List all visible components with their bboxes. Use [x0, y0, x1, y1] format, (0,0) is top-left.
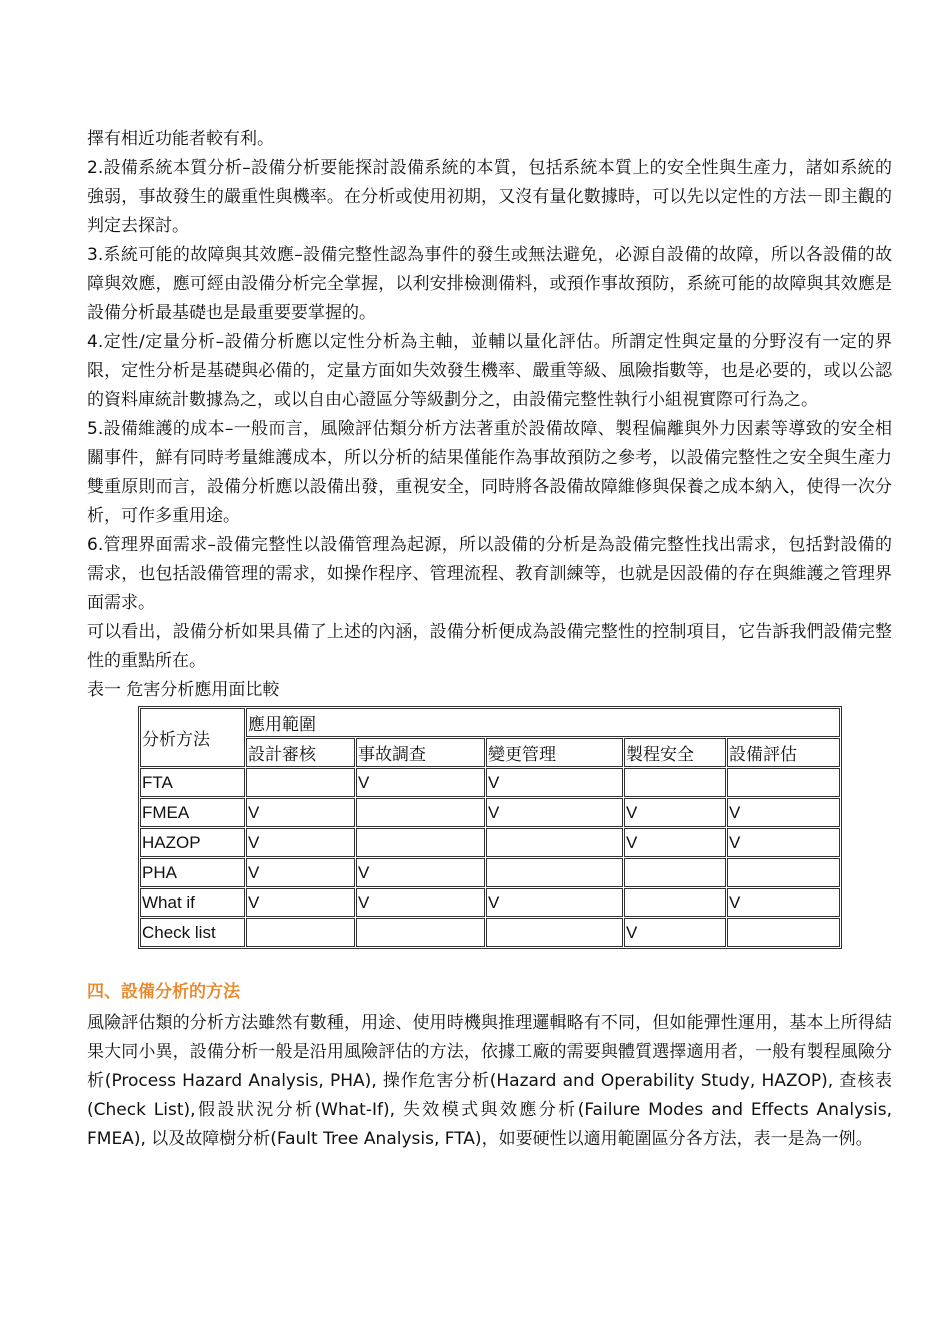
table-row — [140, 888, 840, 917]
column-header: 設計審核 — [246, 738, 355, 767]
table-cell — [486, 918, 623, 947]
table-cell — [624, 888, 726, 917]
column-header: 製程安全 — [624, 738, 726, 767]
document-body — [87, 125, 892, 1154]
method-name-cell: PHA — [140, 858, 245, 887]
table-cell: V — [727, 888, 840, 917]
section-heading: 四、設備分析的方法 — [87, 982, 240, 1002]
method-name-cell: FTA — [140, 768, 245, 797]
table-container — [138, 706, 892, 949]
table-cell — [356, 918, 485, 947]
scope-header-cell: 應用範圍 — [246, 708, 840, 737]
table-subheader-row — [140, 738, 840, 767]
table-row — [140, 918, 840, 947]
table-row — [140, 768, 840, 797]
table-cell: V — [486, 888, 623, 917]
column-header: 變更管理 — [486, 738, 623, 767]
table-cell — [486, 828, 623, 857]
table-header-row — [140, 708, 840, 737]
table-cell — [486, 858, 623, 887]
table-cell: V — [246, 798, 355, 827]
hazard-analysis-comparison-table — [138, 706, 842, 949]
method-name-cell: Check list — [140, 918, 245, 947]
paragraph-item-4: 4.定性/定量分析–設備分析應以定性分析為主軸，並輔以量化評估。所謂定性與定量的分野沒有一定的界限，定性分析是基礎與必備的，定量方面如失效發生機率、嚴重等級、風險指數等，也是必要的，或以公認的資料庫統計數據為之，或以自由心證區分等級劃分之，由設備完整性執行小組視實際可行為之。 — [87, 332, 892, 410]
paragraph-continuation: 擇有相近功能者較有利。 — [87, 129, 274, 149]
paragraph-item-3: 3.系統可能的故障與其效應–設備完整性認為事件的發生或無法避免，必源自設備的故障，所以各設備的故障與效應，應可經由設備分析完全掌握，以利安排檢測備料，或預作事故預防，系統可能的故障與其效應是設備分析最基礎也是最重要要掌握的。 — [87, 245, 892, 323]
table-row — [140, 858, 840, 887]
table-cell: V — [356, 768, 485, 797]
paragraph-item-2: 2.設備系統本質分析–設備分析要能探討設備系統的本質，包括系統本質上的安全性與生產力，諸如系統的強弱，事故發生的嚴重性與機率。在分析或使用初期，又沒有量化數據時，可以先以定性的方法－即主觀的判定去探討。 — [87, 158, 892, 236]
table-cell: V — [486, 798, 623, 827]
method-name-cell: HAZOP — [140, 828, 245, 857]
table-cell: V — [246, 828, 355, 857]
table-row — [140, 828, 840, 857]
paragraph-summary: 可以看出，設備分析如果具備了上述的內涵，設備分析便成為設備完整性的控制項目，它告訴我們設備完整性的重點所在。 — [87, 622, 892, 671]
table-cell — [356, 798, 485, 827]
table-cell — [246, 768, 355, 797]
table-cell: V — [356, 858, 485, 887]
table-cell: V — [246, 888, 355, 917]
table-caption: 表一 危害分析應用面比較 — [87, 680, 280, 700]
method-header-cell: 分析方法 — [140, 708, 245, 767]
table-cell — [246, 918, 355, 947]
table-cell — [727, 858, 840, 887]
table-cell — [624, 768, 726, 797]
table-cell: V — [624, 798, 726, 827]
column-header: 設備評估 — [727, 738, 840, 767]
table-cell — [624, 858, 726, 887]
column-header: 事故調查 — [356, 738, 485, 767]
method-name-cell: FMEA — [140, 798, 245, 827]
table-cell — [727, 768, 840, 797]
paragraph-item-6: 6.管理界面需求–設備完整性以設備管理為起源，所以設備的分析是為設備完整性找出需求，包括對設備的需求，也包括設備管理的需求，如操作程序、管理流程、教育訓練等，也就是因設備的存在與維護之管理界面需求。 — [87, 535, 892, 613]
table-row — [140, 798, 840, 827]
section-body: 風險評估類的分析方法雖然有數種，用途、使用時機與推理邏輯略有不同，但如能彈性運用，基本上所得結果大同小異，設備分析一般是沿用風險評估的方法，依據工廠的需要與體質選擇適用者，一般有製程風險分析(Process Hazard Analysis, PHA), 操作危害分析(Hazard and Operability Study, HAZOP), 查核表(Check List),假設狀況分析(What-If), 失效模式與效應分析(Failure Modes and Effects Analysis, FMEA), 以及故障樹分析(Fault Tree Analysis, FTA)，如要硬性以適用範圍區分各方法，表一是為一例。 — [87, 1013, 892, 1149]
table-cell: V — [727, 828, 840, 857]
table-cell: V — [727, 798, 840, 827]
table-cell: V — [246, 858, 355, 887]
table-cell: V — [624, 828, 726, 857]
method-name-cell: What if — [140, 888, 245, 917]
table-cell: V — [356, 888, 485, 917]
table-cell — [727, 918, 840, 947]
table-cell: V — [624, 918, 726, 947]
table-cell: V — [486, 768, 623, 797]
paragraph-item-5: 5.設備維護的成本–一般而言，風險評估類分析方法著重於設備故障、製程偏離與外力因素等導致的安全相關事件，鮮有同時考量維護成本，所以分析的結果僅能作為事故預防之參考，以設備完整性之安全與生產力雙重原則而言，設備分析應以設備出發，重視安全，同時將各設備故障維修與保養之成本納入，使得一次分析，可作多重用途。 — [87, 419, 892, 526]
table-cell — [356, 828, 485, 857]
